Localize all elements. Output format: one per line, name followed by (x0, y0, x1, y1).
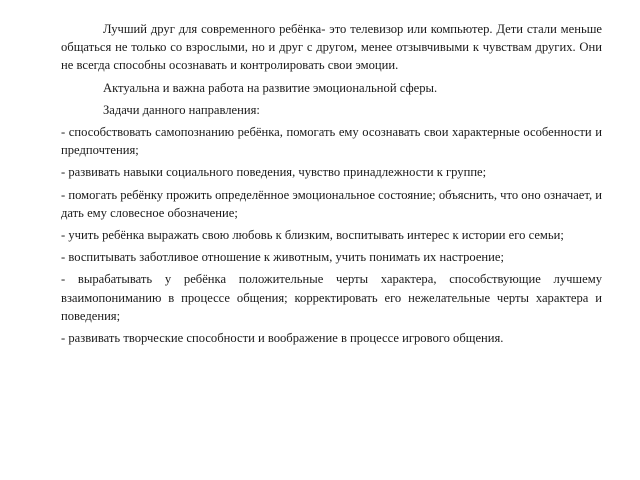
task-item: - воспитывать заботливое отношение к животным, учить понимать их настроение; (61, 250, 504, 265)
task-item: - способствовать самопознанию ребёнка, помогать ему осознавать свои характерные особенности и предпочтения; (61, 125, 602, 158)
relevance-paragraph: Актуальна и важна работа на развитие эмоциональной сферы. (103, 80, 438, 95)
task-item: - учить ребёнка выражать свою любовь к близким, воспитывать интерес к истории его семьи; (61, 228, 564, 243)
intro-paragraph: Лучший друг для современного ребёнка- это телевизор или компьютер. Дети стали меньше общаться не только со взрослыми, но и друг с другом, менее отзывчивыми к чувствам других. Они не всегда способны осознавать и контролировать свои эмоции. (61, 22, 602, 73)
task-item: - вырабатывать у ребёнка положительные черты характера, способствующие лучшему взаимопониманию в процессе общения; корректировать его нежелательные черты характера и поведения; (61, 272, 602, 323)
tasks-heading: Задачи данного направления: (103, 102, 260, 117)
task-item: - развивать навыки социального поведения, чувство принадлежности к группе; (61, 165, 487, 180)
document-page (61, 20, 602, 351)
task-item: - помогать ребёнку прожить определённое эмоциональное состояние; объяснить, что оно означает, и дать ему словесное обозначение; (61, 187, 602, 220)
task-item: - развивать творческие способности и воображение в процессе игрового общения. (61, 331, 504, 346)
